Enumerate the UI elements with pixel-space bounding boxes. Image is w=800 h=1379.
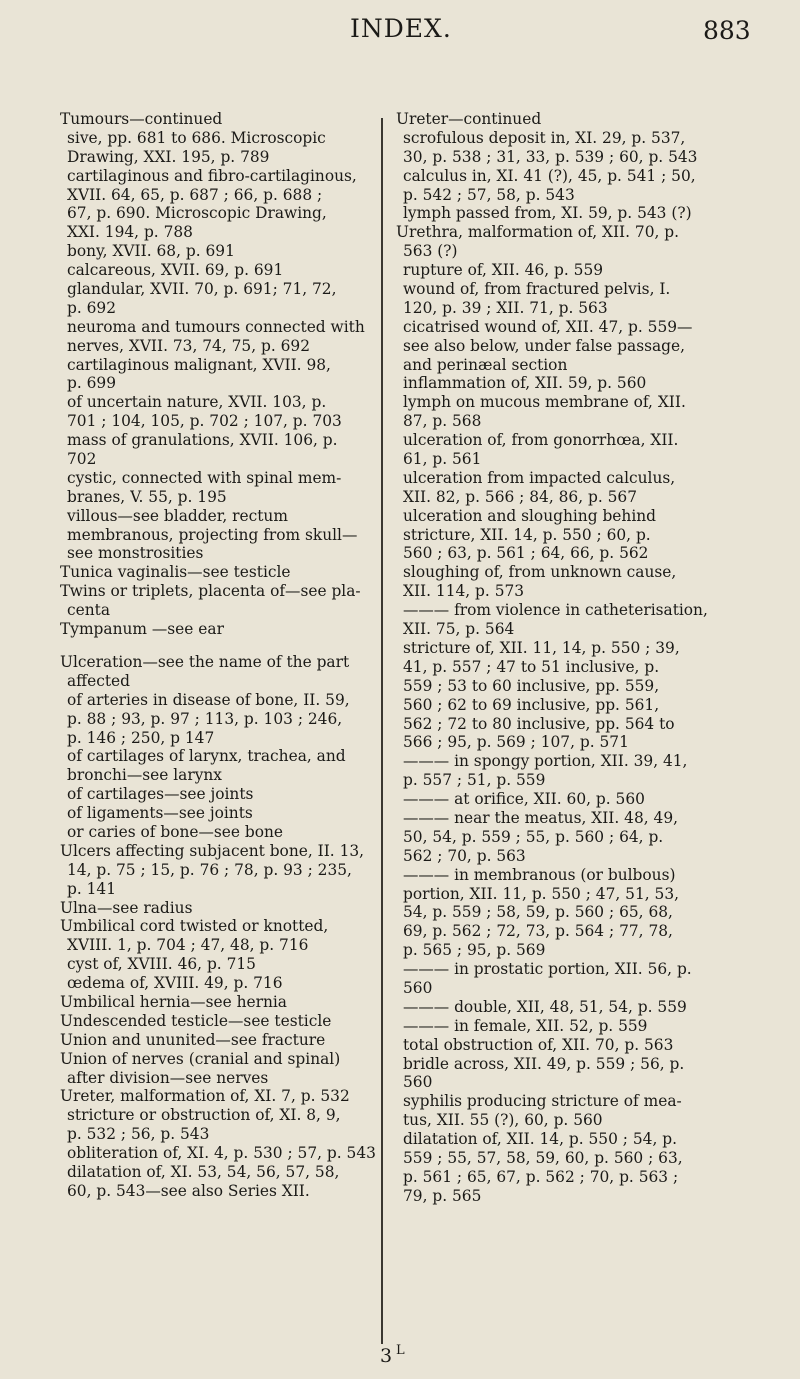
header-title: INDEX. — [350, 14, 452, 43]
running-header — [0, 14, 800, 54]
index-line: 14, p. 75 ; 15, p. 76 ; 78, p. 93 ; 235, — [67, 860, 352, 879]
index-line: 563 (?) — [403, 242, 458, 261]
index-line: bridle across, XII. 49, p. 559 ; 56, p. — [403, 1054, 685, 1073]
index-line: see also below, under false passage, — [403, 336, 686, 355]
index-line: Twins or triplets, placenta of—see pla- — [60, 582, 361, 601]
index-line: œdema of, XVIII. 49, p. 716 — [67, 974, 283, 993]
index-line: XII. 114, p. 573 — [403, 582, 525, 601]
index-line: of cartilages of larynx, trachea, and — [67, 747, 346, 766]
index-line: lymph passed from, XI. 59, p. 543 (?) — [403, 204, 692, 223]
index-line: calculus in, XI. 41 (?), 45, p. 541 ; 50, — [403, 166, 696, 185]
index-line: 562 ; 70, p. 563 — [403, 846, 526, 865]
index-line: 87, p. 568 — [403, 412, 482, 431]
index-line: 560 — [403, 978, 433, 997]
index-line: affected — [67, 671, 130, 690]
index-line: XVIII. 1, p. 704 ; 47, 48, p. 716 — [67, 936, 309, 955]
index-line: ——— double, XII, 48, 51, 54, p. 559 — [403, 997, 687, 1016]
index-line: neuroma and tumours connected with — [67, 317, 365, 336]
index-line: nerves, XVII. 73, 74, 75, p. 692 — [67, 336, 310, 355]
index-line: Umbilical cord twisted or knotted, — [60, 917, 329, 936]
index-line: 60, p. 543—see also Series XII. — [67, 1181, 310, 1200]
index-line: Undescended testicle—see testicle — [60, 1011, 332, 1030]
index-line: dilatation of, XI. 53, 54, 56, 57, 58, — [67, 1162, 340, 1181]
page-footer — [0, 1345, 800, 1369]
index-line: XXI. 194, p. 788 — [67, 223, 193, 242]
index-line: stricture of, XII. 11, 14, p. 550 ; 39, — [403, 638, 680, 657]
index-line: Tumours—continued — [60, 110, 223, 128]
index-line: stricture or obstruction of, XI. 8, 9, — [67, 1106, 341, 1125]
index-line: XII. 75, p. 564 — [403, 620, 515, 639]
index-line: Ureter—continued — [396, 110, 542, 128]
index-line: ulceration from impacted calculus, — [403, 468, 676, 487]
index-line: rupture of, XII. 46, p. 559 — [403, 261, 604, 280]
index-line: inflammation of, XII. 59, p. 560 — [403, 374, 647, 393]
index-line: centa — [67, 601, 111, 620]
page-number: 883 — [703, 16, 751, 45]
index-line: 67, p. 690. Microscopic Drawing, — [67, 204, 327, 223]
index-line: ——— from violence in catheterisation, — [403, 601, 708, 620]
index-line: of uncertain nature, XVII. 103, p. — [67, 393, 327, 412]
index-line: Ulna—see radius — [60, 898, 193, 917]
index-line: mass of granulations, XVII. 106, p. — [67, 431, 338, 450]
index-line: p. 557 ; 51, p. 559 — [403, 771, 546, 790]
index-line: cyst of, XVIII. 46, p. 715 — [67, 955, 256, 974]
index-line: p. 699 — [67, 374, 117, 393]
index-line: p. 141 — [67, 879, 117, 898]
signature-mark: 3 — [380, 1345, 393, 1367]
index-line: Ulceration—see the name of the part — [60, 652, 350, 671]
index-line: 120, p. 39 ; XII. 71, p. 563 — [403, 298, 608, 317]
index-line: of cartilages—see joints — [67, 785, 254, 804]
index-line: XII. 82, p. 566 ; 84, 86, p. 567 — [403, 487, 638, 506]
index-line: after division—see nerves — [67, 1068, 269, 1087]
index-line: p. 532 ; 56, p. 543 — [67, 1125, 210, 1144]
index-column-right — [396, 110, 736, 1206]
index-line: ——— in prostatic portion, XII. 56, p. — [403, 960, 692, 979]
index-line: p. 542 ; 57, 58, p. 543 — [403, 185, 575, 204]
index-line: 566 ; 95, p. 569 ; 107, p. 571 — [403, 733, 629, 752]
index-line: bony, XVII. 68, p. 691 — [67, 242, 235, 261]
index-line: Tunica vaginalis—see testicle — [60, 563, 291, 582]
index-line: Tympanum —see ear — [60, 620, 224, 639]
index-line: 61, p. 561 — [403, 450, 482, 469]
index-line: cartilaginous and fibro-cartilaginous, — [67, 166, 357, 185]
index-line: 559 ; 53 to 60 inclusive, pp. 559, — [403, 676, 660, 695]
index-line: ——— at orifice, XII. 60, p. 560 — [403, 790, 645, 809]
index-line: lymph on mucous membrane of, XII. — [403, 393, 686, 412]
index-line: of arteries in disease of bone, II. 59, — [67, 690, 350, 709]
index-line: sloughing of, from unknown cause, — [403, 563, 677, 582]
column-divider — [381, 118, 383, 1344]
index-line: villous—see bladder, rectum — [67, 506, 288, 525]
index-line: ulceration and sloughing behind — [403, 506, 657, 525]
index-line: p. 565 ; 95, p. 569 — [403, 941, 546, 960]
index-line: Umbilical hernia—see hernia — [60, 992, 287, 1011]
index-line: p. 146 ; 250, p 147 — [67, 728, 215, 747]
index-line: cartilaginous malignant, XVII. 98, — [67, 355, 331, 374]
index-line: branes, V. 55, p. 195 — [67, 487, 227, 506]
signature-letter: L — [396, 1343, 405, 1358]
index-line: tus, XII. 55 (?), 60, p. 560 — [403, 1111, 603, 1130]
index-line: see monstrosities — [67, 544, 204, 563]
index-line: 560 — [403, 1073, 433, 1092]
index-line: 41, p. 557 ; 47 to 51 inclusive, p. — [403, 657, 660, 676]
index-line: p. 692 — [67, 298, 117, 317]
index-line: Ureter, malformation of, XI. 7, p. 532 — [60, 1087, 350, 1106]
index-line: sive, pp. 681 to 686. Microscopic — [67, 128, 326, 147]
index-line: syphilis producing stricture of mea- — [403, 1092, 682, 1111]
index-line: ——— in membranous (or bulbous) — [403, 865, 676, 884]
index-line: cicatrised wound of, XII. 47, p. 559— — [403, 317, 693, 336]
index-line: total obstruction of, XII. 70, p. 563 — [403, 1035, 674, 1054]
index-line: 702 — [67, 450, 97, 469]
index-column-left — [60, 110, 380, 1201]
index-line: 54, p. 559 ; 58, 59, p. 560 ; 65, 68, — [403, 903, 673, 922]
index-line: 30, p. 538 ; 31, 33, p. 539 ; 60, p. 543 — [403, 147, 698, 166]
index-line: Ulcers affecting subjacent bone, II. 13, — [60, 841, 365, 860]
index-line: bronchi—see larynx — [67, 766, 222, 785]
index-line: ——— in female, XII. 52, p. 559 — [403, 1016, 648, 1035]
index-line: Urethra, malformation of, XII. 70, p. — [396, 223, 680, 242]
index-line: dilatation of, XII. 14, p. 550 ; 54, p. — [403, 1130, 677, 1149]
index-line: stricture, XII. 14, p. 550 ; 60, p. — [403, 525, 651, 544]
index-line: and perinæal section — [403, 355, 568, 374]
index-line: portion, XII. 11, p. 550 ; 47, 51, 53, — [403, 884, 680, 903]
index-line: membranous, projecting from skull— — [67, 525, 358, 544]
index-line: calcareous, XVII. 69, p. 691 — [67, 261, 284, 280]
index-line: p. 88 ; 93, p. 97 ; 113, p. 103 ; 246, — [67, 709, 343, 728]
index-line: glandular, XVII. 70, p. 691; 71, 72, — [67, 280, 337, 299]
index-line: 701 ; 104, 105, p. 702 ; 107, p. 703 — [67, 412, 342, 431]
index-line: 50, 54, p. 559 ; 55, p. 560 ; 64, p. — [403, 827, 664, 846]
index-line: 560 ; 62 to 69 inclusive, pp. 561, — [403, 695, 660, 714]
index-line: 560 ; 63, p. 561 ; 64, 66, p. 562 — [403, 544, 649, 563]
index-line: Union and ununited—see fracture — [60, 1030, 326, 1049]
index-line: 559 ; 55, 57, 58, 59, 60, p. 560 ; 63, — [403, 1148, 683, 1167]
index-line: scrofulous deposit in, XI. 29, p. 537, — [403, 128, 686, 147]
index-line: cystic, connected with spinal mem- — [67, 468, 342, 487]
index-line: Drawing, XXI. 195, p. 789 — [67, 147, 270, 166]
index-line: 69, p. 562 ; 72, 73, p. 564 ; 77, 78, — [403, 922, 673, 941]
index-line: ——— near the meatus, XII. 48, 49, — [403, 808, 679, 827]
index-line: of ligaments—see joints — [67, 804, 253, 823]
index-line: wound of, from fractured pelvis, I. — [403, 280, 671, 299]
index-line: 79, p. 565 — [403, 1186, 482, 1205]
index-line: p. 561 ; 65, 67, p. 562 ; 70, p. 563 ; — [403, 1167, 679, 1186]
index-line: ulceration of, from gonorrhœa, XII. — [403, 431, 679, 450]
index-line: XVII. 64, 65, p. 687 ; 66, p. 688 ; — [67, 185, 323, 204]
index-line: ——— in spongy portion, XII. 39, 41, — [403, 752, 688, 771]
index-line: obliteration of, XI. 4, p. 530 ; 57, p. 543 — [67, 1144, 376, 1163]
index-line: Union of nerves (cranial and spinal) — [60, 1049, 341, 1068]
index-line: or caries of bone—see bone — [67, 822, 284, 841]
index-line: 562 ; 72 to 80 inclusive, pp. 564 to — [403, 714, 675, 733]
